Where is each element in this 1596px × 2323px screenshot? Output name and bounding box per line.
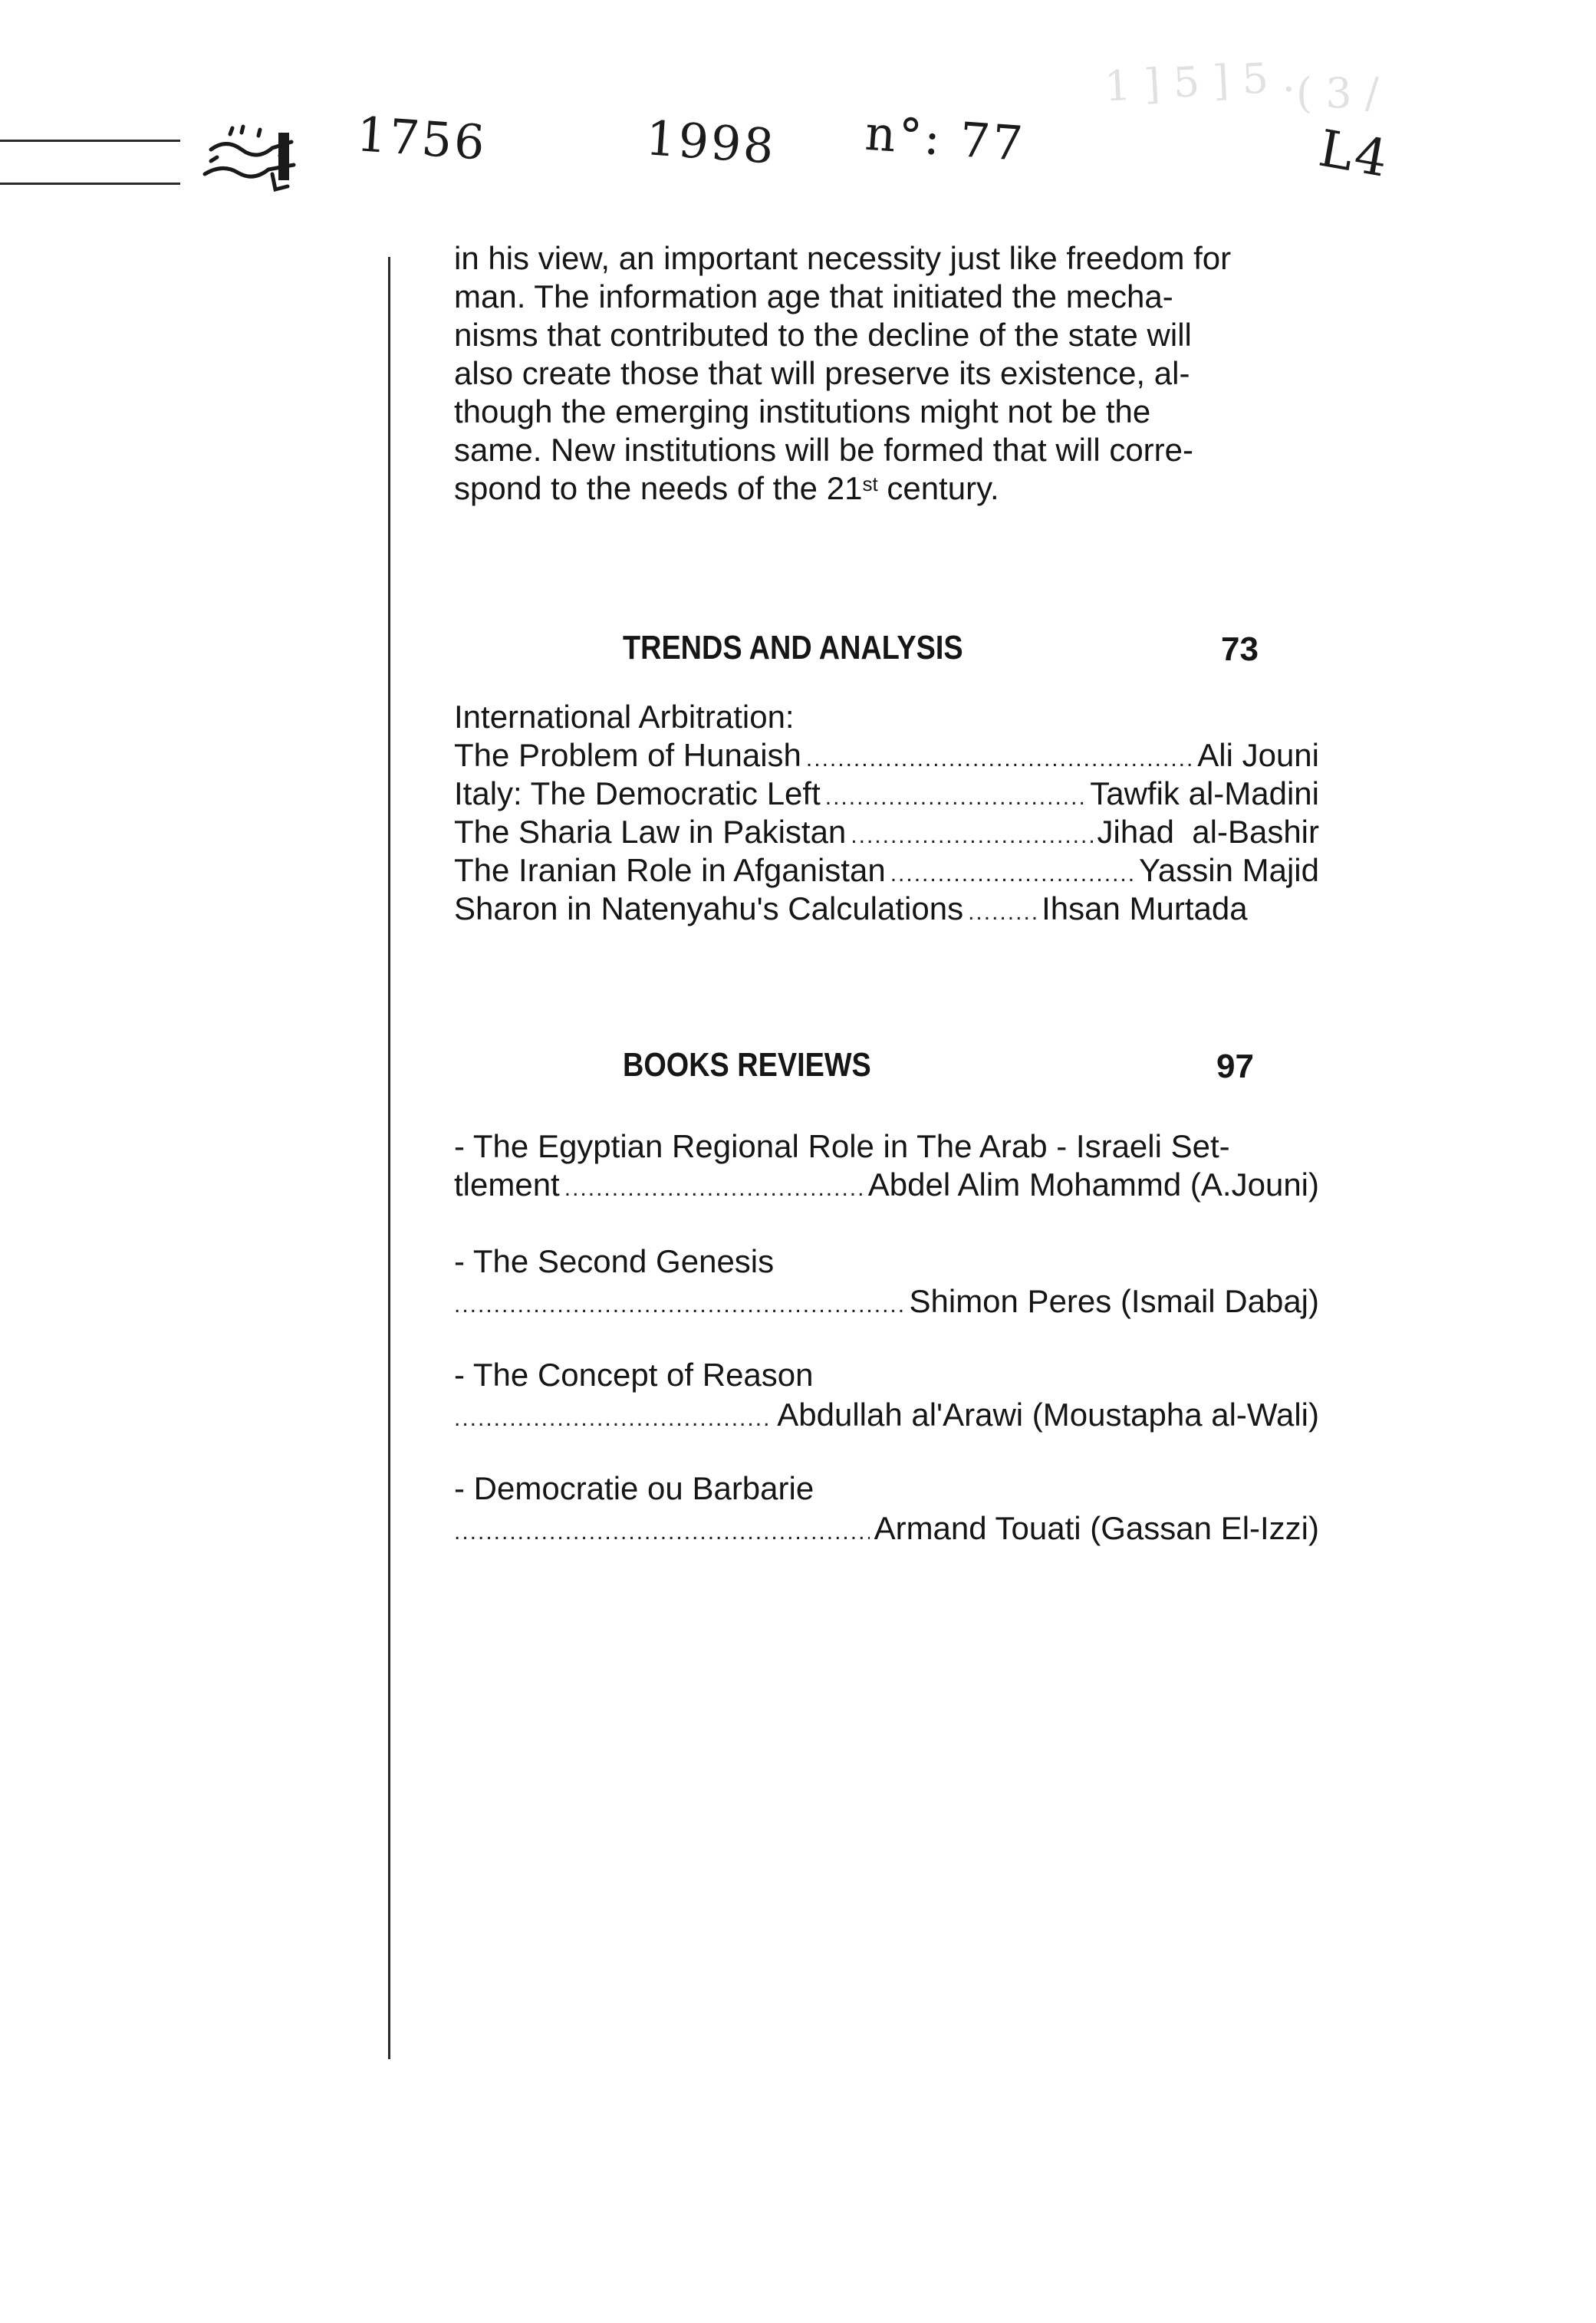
ordinal-suffix: st [862, 472, 878, 495]
handwritten-mark: L4 [1315, 118, 1394, 189]
review-title: - Democratie ou Barbarie [454, 1470, 814, 1506]
dot-leader [968, 893, 1037, 932]
dot-leader [454, 1400, 772, 1438]
handwritten-year: 1998 [643, 110, 778, 175]
bleed-through-mark: 1 ] 5 ] 5 . [1103, 52, 1296, 111]
review-author: Abdullah al'Arawi (Moustapha al-Wali) [777, 1397, 1319, 1433]
paragraph-line: nisms that contributed to the decline of the state will [454, 317, 1192, 353]
toc-entry-title: Italy: The Democratic Left [454, 775, 821, 811]
publication-logo [196, 119, 299, 196]
toc-entry-author: Ali Jouni [1197, 737, 1319, 773]
review-author: Shimon Peres (Ismail Dabaj) [909, 1283, 1319, 1319]
toc-entry-author: Tawfik al-Madini [1090, 775, 1319, 811]
dot-leader [454, 1286, 904, 1324]
books-heading: BOOKS REVIEWS [623, 1046, 871, 1084]
header-rule-bottom [0, 183, 180, 185]
review-entry [454, 1509, 1319, 1551]
dot-leader [564, 1170, 864, 1208]
review-author: Abdel Alim Mohammd (A.Jouni) [867, 1166, 1319, 1203]
handwritten-number: 1756 [354, 106, 489, 171]
toc-entry-title: The Sharia Law in Pakistan [454, 814, 847, 850]
toc-entry-title: The Problem of Hunaish [454, 737, 801, 773]
toc-entry-author: Ihsan Murtada [1042, 890, 1248, 926]
trends-page-number: 73 [1221, 630, 1259, 668]
paragraph-line: man. The information age that initiated the mecha- [454, 278, 1173, 314]
last-line-end: century. [877, 470, 999, 506]
margin-rule [388, 257, 390, 2059]
toc-entry [454, 775, 1319, 817]
books-page-number: 97 [1216, 1048, 1254, 1085]
toc-entry [454, 813, 1319, 855]
review-entry [454, 1282, 1319, 1324]
toc-entry-title: The Iranian Role in Afganistan [454, 852, 886, 888]
paragraph-line: in his view, an important necessity just like freedom for [454, 240, 1232, 276]
dot-leader [851, 817, 1092, 855]
toc-entry [454, 851, 1319, 893]
trends-heading: TRENDS AND ANALYSIS [623, 629, 963, 666]
dot-leader [890, 855, 1134, 893]
toc-entry [454, 890, 1319, 932]
dot-leader [825, 778, 1085, 817]
body-paragraph [454, 239, 1319, 508]
review-title-line: - The Egyptian Regional Role in The Arab - Israeli Set- [454, 1128, 1230, 1164]
review-title: - The Concept of Reason [454, 1357, 814, 1393]
paragraph-line: also create those that will preserve its existence, al- [454, 355, 1190, 391]
paragraph-line: same. New institutions will be formed that will corre- [454, 432, 1193, 468]
handwritten-issue: n°: 77 [863, 104, 1027, 173]
toc-entry-title: Sharon in Natenyahu's Calculations [454, 890, 964, 926]
bleed-through-mark: ( 3 / [1296, 69, 1379, 117]
paragraph-line: though the emerging institutions might not be the [454, 393, 1151, 429]
toc-entry [454, 736, 1319, 778]
last-line-start: spond to the needs of the 21 [454, 470, 863, 506]
review-entry [454, 1166, 1319, 1208]
header-rule-top [0, 140, 180, 142]
toc-entry-author: Yassin Majid [1139, 852, 1319, 888]
toc-entry-author: Jihad al-Bashir [1097, 814, 1319, 850]
trends-intro: International Arbitration: [454, 699, 795, 735]
paragraph-last-line [454, 469, 1319, 508]
review-title: - The Second Genesis [454, 1243, 775, 1279]
review-entry [454, 1396, 1319, 1438]
dot-leader [806, 740, 1193, 778]
dot-leader [454, 1513, 870, 1551]
review-author: Armand Touati (Gassan El-Izzi) [874, 1510, 1319, 1546]
review-title-continued: tlement [454, 1166, 560, 1203]
